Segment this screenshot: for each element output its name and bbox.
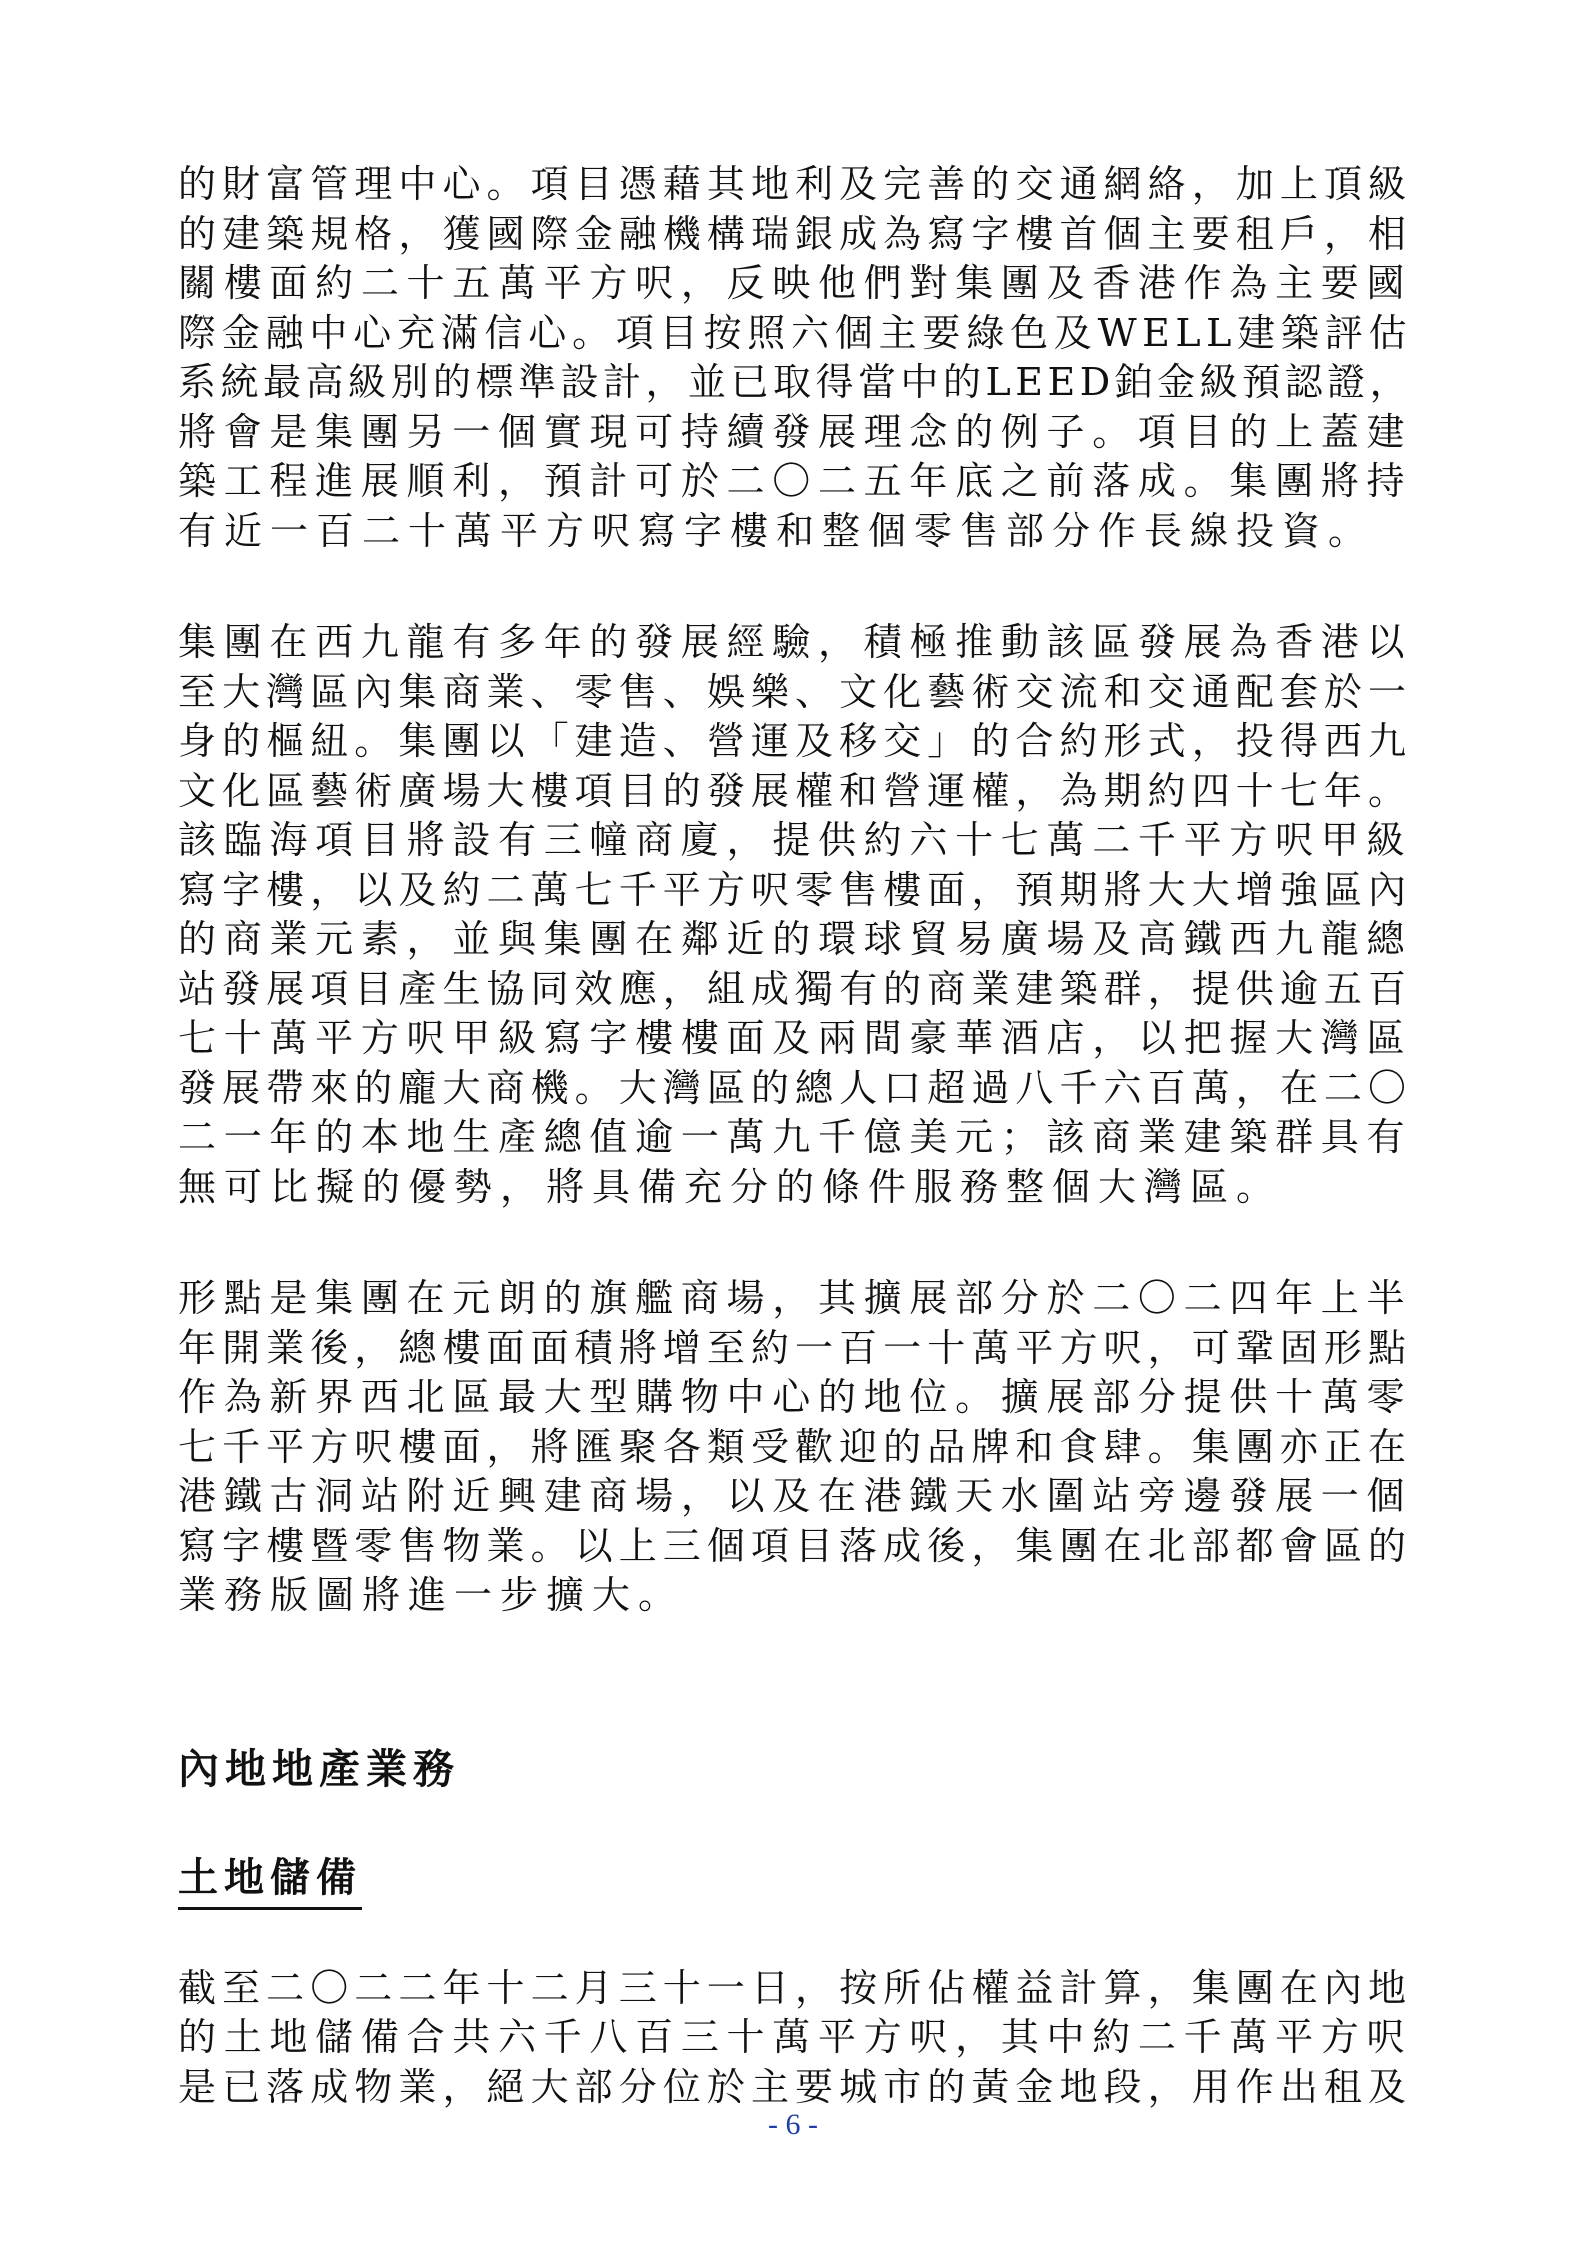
paragraph-gap [178,556,1412,618]
paragraph-line: 的財富管理中心。項目憑藉其地利及完善的交通網絡，加上頂級 [178,162,1412,206]
paragraph-line: 關樓面約二十五萬平方呎，反映他們對集團及香港作為主要國 [178,261,1412,305]
paragraph-line: 有近一百二十萬平方呎寫字樓和整個零售部分作長線投資。 [178,508,1375,553]
paragraph-line: 身的樞紐。集團以「建造、營運及移交」的合約形式，投得西九 [178,719,1412,763]
page-number: - 6 - [768,2108,818,2141]
paragraph-line: 的建築規格，獲國際金融機構瑞銀成為寫字樓首個主要租戶，相 [178,211,1412,256]
section-gap [178,1621,1412,1739]
paragraph-line: 年開業後，總樓面面積將增至約一百一十萬平方呎，可鞏固形點 [178,1325,1412,1370]
paragraph-line: 七十萬平方呎甲級寫字樓樓面及兩間豪華酒店，以把握大灣區 [178,1016,1412,1060]
paragraph-line: 二一年的本地生產總值逾一萬九千億美元；該商業建築群具有 [178,1115,1412,1159]
paragraph-line: 作為新界西北區最大型購物中心的地位。擴展部分提供十萬零 [178,1375,1412,1419]
paragraph-line: 將會是集團另一個實現可持續發展理念的例子。項目的上蓋建 [178,409,1412,454]
paragraph-line: 的商業元素，並與集團在鄰近的環球貿易廣場及高鐵西九龍總 [178,917,1412,961]
paragraph-line: 築工程進展順利，預計可於二〇二五年底之前落成。集團將持 [178,459,1412,503]
paragraph-line: 形點是集團在元朗的旗艦商場，其擴展部分於二〇二四年上半 [178,1276,1412,1320]
paragraph-line: 站發展項目產生協同效應，組成獨有的商業建築群，提供逾五百 [178,966,1412,1011]
paragraph-line: 業務版圖將進一步擴大。 [178,1573,685,1617]
paragraph-line: 的土地儲備合共六千八百三十萬平方呎，其中約二千萬平方呎 [178,2015,1412,2059]
paragraph-1 [178,160,1412,556]
paragraph-line: 寫字樓，以及約二萬七千平方呎零售樓面，預期將大大增強區內 [178,867,1412,912]
paragraph-line: 際金融中心充滿信心。項目按照六個主要綠色及WELL建築評估 [178,310,1412,355]
subsection-heading: 土地儲備 [178,1849,362,1910]
paragraph-2 [178,618,1412,1212]
heading-gap [178,1910,1412,1964]
paragraph-line: 發展帶來的龐大商機。大灣區的總人口超過八千六百萬，在二〇 [178,1065,1412,1110]
paragraph-gap [178,1212,1412,1274]
paragraph-4 [178,1964,1412,2113]
paragraph-line: 集團在西九龍有多年的發展經驗，積極推動該區發展為香港以 [178,620,1412,664]
paragraph-line: 無可比擬的優勢，將具備充分的條件服務整個大灣區。 [178,1164,1283,1209]
document-body [178,160,1412,2112]
paragraph-line: 該臨海項目將設有三幢商廈，提供約六十七萬二千平方呎甲級 [178,818,1412,862]
heading-gap [178,1799,1412,1849]
paragraph-line: 截至二〇二二年十二月三十一日，按所佔權益計算，集團在內地 [178,1965,1412,2010]
paragraph-line: 港鐵古洞站附近興建商場，以及在港鐵天水圍站旁邊發展一個 [178,1474,1412,1518]
paragraph-line: 七千平方呎樓面，將匯聚各類受歡迎的品牌和食肆。集團亦正在 [178,1424,1412,1469]
paragraph-line: 寫字樓暨零售物業。以上三個項目落成後，集團在北部都會區的 [178,1523,1412,1568]
paragraph-line: 系統最高級別的標準設計，並已取得當中的LEED鉑金級預認證， [178,360,1413,404]
paragraph-line: 文化區藝術廣場大樓項目的發展權和營運權，為期約四十七年。 [178,768,1412,813]
paragraph-line: 至大灣區內集商業、零售、娛樂、文化藝術交流和交通配套於一 [178,669,1412,714]
paragraph-3 [178,1274,1412,1621]
paragraph-line: 是已落成物業，絕大部分位於主要城市的黃金地段，用作出租及 [178,2064,1412,2109]
section-heading: 內地地產業務 [178,1744,460,1793]
